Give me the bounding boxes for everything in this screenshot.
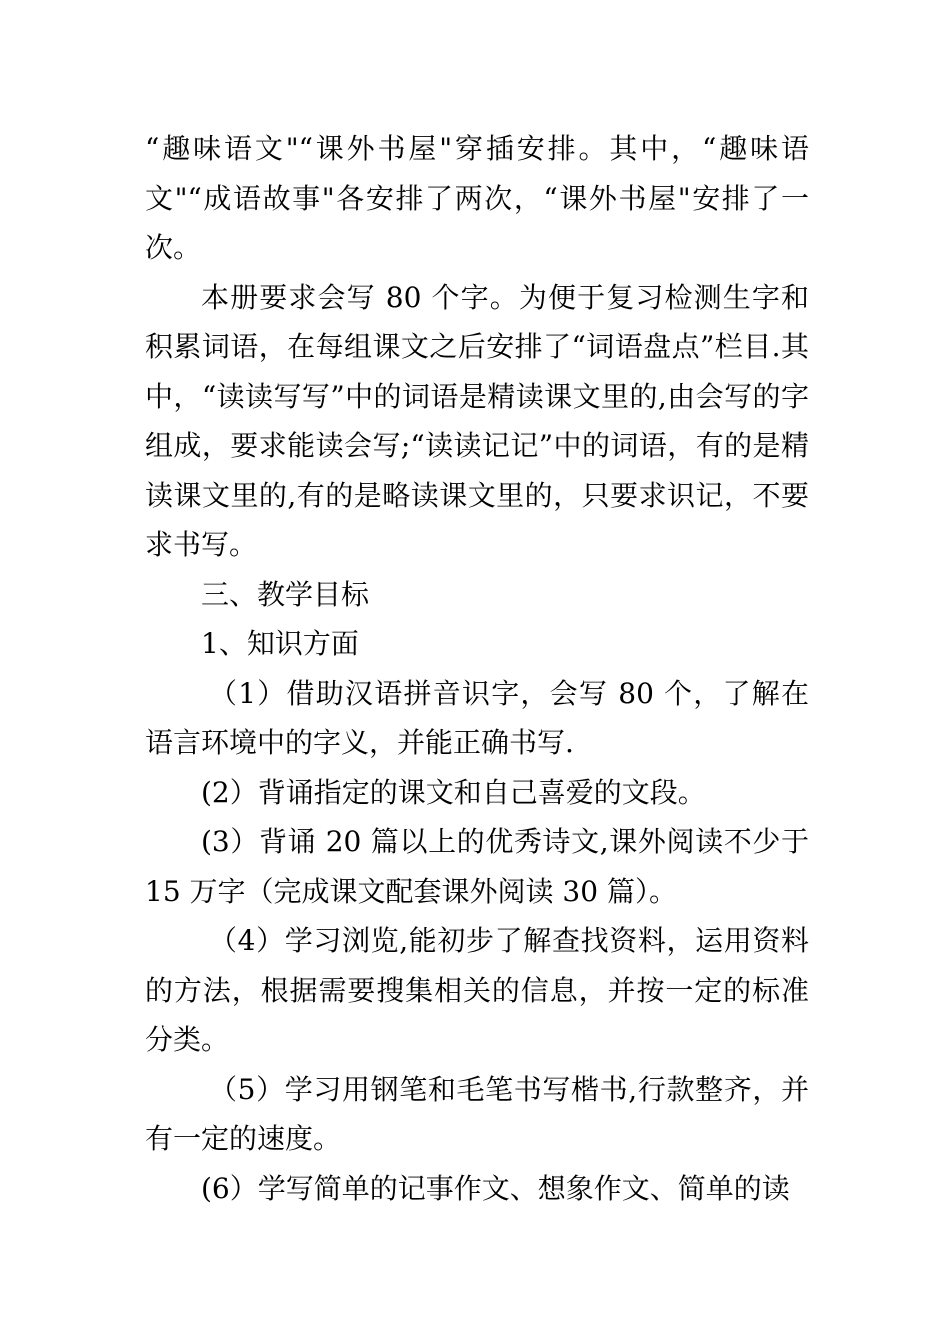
goal-item-1: （1）借助汉语拼音识字，会写 80 个，了解在语言环境中的字义，并能正确书写. xyxy=(145,676,809,759)
goal-item-6: (6）学写简单的记事作文、想象作文、简单的读 xyxy=(201,1171,790,1205)
document-body xyxy=(145,124,809,1213)
goal-item-4: （4）学习浏览,能初步了解查找资料，运用资料的方法，根据需要搜集相关的信息，并按一定的标准分类。 xyxy=(145,924,809,1056)
heading-teaching-goals: 三、教学目标 xyxy=(201,577,370,611)
goal-item-2: (2）背诵指定的课文和自己喜爱的文段。 xyxy=(201,775,706,809)
goal-item-5: （5）学习用钢笔和毛笔书写楷书,行款整齐，并有一定的速度。 xyxy=(145,1072,809,1155)
heading-knowledge: 1、知识方面 xyxy=(201,627,359,660)
paragraph-writing-requirements: 本册要求会写 80 个字。为便于复习检测生字和积累词语，在每组课文之后安排了“词语盘点”栏目.其中，“读读写写”中的词语是精读课文里的,由会写的字组成，要求能读会写;“读读记记”中的词语，有的是精读课文里的,有的是略读课文里的，只要求识记，不要求书写。 xyxy=(145,280,809,561)
paragraph-section-arrangement: “趣味语文"“课外书屋"穿插安排。其中，“趣味语文"“成语故事"各安排了两次，“课外书屋"安排了一次。 xyxy=(145,132,809,264)
goal-item-3: (3）背诵 20 篇以上的优秀诗文,课外阅读不少于 15 万字（完成课文配套课外阅读 30 篇）。 xyxy=(145,825,809,908)
